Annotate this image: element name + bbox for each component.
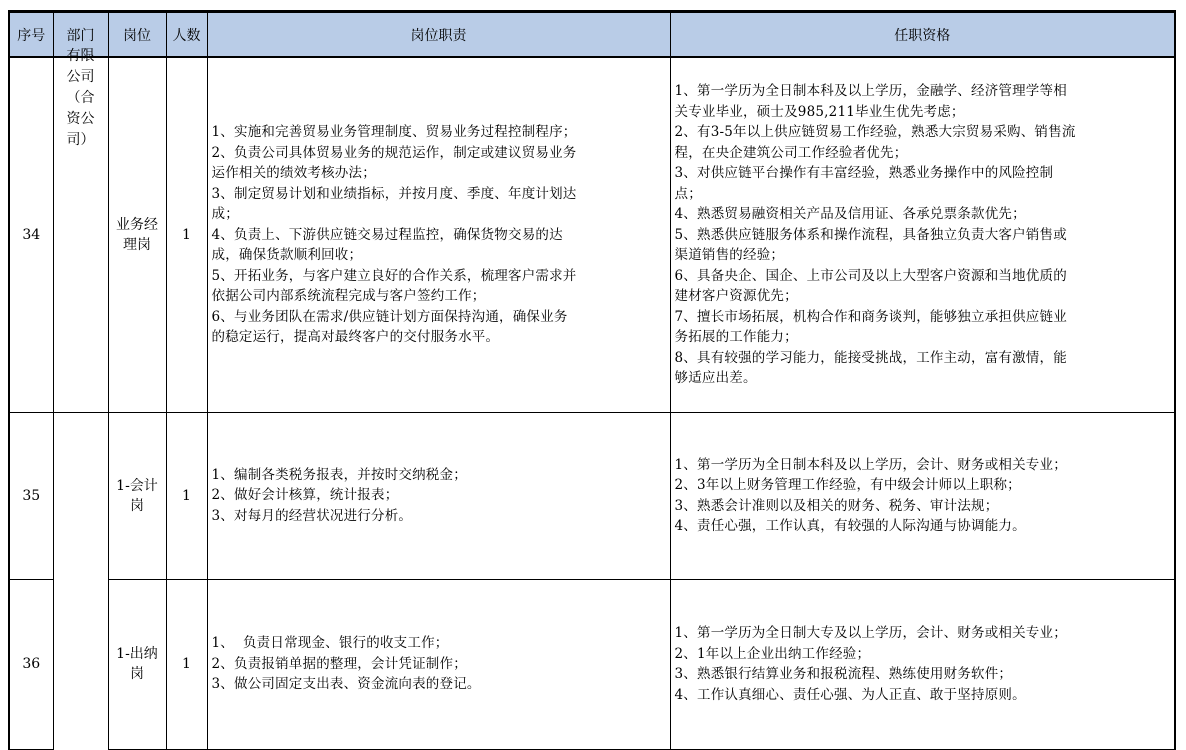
row-number: 34	[9, 57, 53, 412]
job-table-sheet	[8, 10, 1174, 748]
qualification-line: 1、第一学历为全日制本科及以上学历，金融学、经济管理学等相	[674, 83, 1067, 99]
qualification-line: 7、擅长市场拓展，机构合作和商务谈判，能够独立承担供应链业	[674, 308, 1067, 325]
qualification-line: 8、具有较强的学习能力，能接受挑战，工作主动，富有激情，能	[674, 349, 1067, 366]
duty-line: 4、负责上、下游供应链交易过程监控，确保货物交易的达	[211, 226, 563, 243]
qualification-line: 2、3年以上财务管理工作经验，有中级会计师以上职称；	[674, 477, 1021, 493]
header-no: 序号	[9, 12, 53, 58]
row-number: 35	[9, 412, 53, 579]
department-line: 有限	[66, 48, 95, 64]
duty-line: 的稳定运行，提高对最终客户的交付服务水平。	[211, 329, 500, 345]
qualification-line: 6、具备央企、国企、上市公司及以上大型客户资源和当地优质的	[674, 267, 1067, 284]
duty-line: 3、做公司固定支出表、资金流向表的登记。	[211, 676, 481, 693]
qualifications-cell	[670, 579, 1175, 749]
table-row	[9, 57, 1175, 412]
qualification-line: 关专业毕业，硕士及985,211毕业生优先考虑；	[674, 103, 965, 120]
department-cell	[53, 48, 108, 412]
post-cell	[108, 579, 166, 749]
post-line: 1-出纳	[116, 646, 158, 662]
headcount-cell: 1	[166, 579, 207, 749]
header-post: 岗位	[108, 12, 166, 58]
row-number: 36	[9, 579, 53, 749]
qualification-line: 4、熟悉贸易融资相关产品及信用证、各承兑票条款优先；	[674, 206, 1026, 222]
qualification-line: 4、责任心强，工作认真，有较强的人际沟通与协调能力。	[674, 518, 1026, 534]
duty-line: 2、负责公司具体贸易业务的规范运作，制定或建议贸易业务	[211, 144, 577, 161]
department-cell-merged	[53, 412, 108, 749]
post-line: 岗	[130, 666, 144, 682]
qualification-line: 1、第一学历为全日制大专及以上学历，会计、财务或相关专业；	[674, 625, 1067, 641]
duty-line: 5、开拓业务，与客户建立良好的合作关系，梳理客户需求并	[211, 267, 577, 284]
table-header-row	[9, 12, 1175, 58]
duty-line: 1、 负责日常现金、银行的收支工作；	[211, 635, 449, 652]
duty-line: 6、与业务团队在需求/供应链计划方面保持沟通，确保业务	[211, 308, 568, 325]
department-line: （合	[66, 90, 95, 106]
department-line: 资公	[66, 111, 95, 127]
table-row	[9, 412, 1175, 579]
duties-cell	[207, 57, 670, 412]
qualification-line: 5、熟悉供应链服务体系和操作流程，具备独立负责大客户销售或	[674, 226, 1067, 243]
post-line: 业务经	[116, 216, 158, 233]
qualification-line: 2、有3-5年以上供应链贸易工作经验，熟悉大宗贸易采购、销售流	[674, 124, 1076, 140]
qualification-line: 够适应出差。	[674, 370, 757, 386]
qualification-line: 点；	[674, 185, 702, 202]
qualification-line: 建材客户资源优先；	[674, 288, 798, 304]
headcount-cell: 1	[166, 57, 207, 412]
post-line: 1-会计	[116, 477, 158, 494]
qualification-line: 程，在央企建筑公司工作经验者优先；	[674, 144, 908, 161]
department-line: 公司	[66, 69, 95, 85]
qualifications-cell	[670, 412, 1175, 579]
header-duties: 岗位职责	[207, 12, 670, 58]
qualification-line: 3、熟悉银行结算业务和报税流程、熟练使用财务软件；	[674, 666, 1013, 682]
header-dept: 部门	[53, 12, 108, 58]
duty-line: 2、负责报销单据的整理，会计凭证制作；	[211, 655, 467, 672]
duty-line: 运作相关的绩效考核办法；	[211, 165, 376, 181]
qualification-line: 2、1年以上企业出纳工作经验；	[674, 645, 871, 662]
qualification-line: 3、熟悉会计准则以及相关的财务、税务、审计法规；	[674, 497, 999, 514]
department-line: 司）	[66, 132, 95, 148]
duty-line: 1、实施和完善贸易业务管理制度、贸易业务过程控制程序；	[211, 124, 577, 140]
qualification-line: 务拓展的工作能力；	[674, 329, 798, 345]
post-line: 岗	[130, 497, 144, 514]
duty-line: 3、对每月的经营状况进行分析。	[211, 507, 413, 524]
post-cell	[108, 412, 166, 579]
post-cell	[108, 57, 166, 412]
qualification-line: 1、第一学历为全日制本科及以上学历，会计、财务或相关专业；	[674, 456, 1067, 473]
duties-cell	[207, 579, 670, 749]
job-table	[8, 10, 1176, 750]
duty-line: 成，确保货款顺利回收；	[211, 247, 363, 263]
duty-line: 依据公司内部系统流程完成与客户签约工作；	[211, 288, 486, 304]
qualification-line: 3、对供应链平台操作有丰富经验，熟悉业务操作中的风险控制	[674, 165, 1054, 181]
duties-cell	[207, 412, 670, 579]
duty-line: 2、做好会计核算，统计报表；	[211, 487, 399, 504]
duty-line: 1、编制各类税务报表，并按时交纳税金；	[211, 466, 467, 483]
post-line: 理岗	[123, 236, 151, 253]
duty-line: 3、制定贸易计划和业绩指标，并按月度、季度、年度计划达	[211, 185, 577, 202]
qualification-line: 4、工作认真细心、责任心强、为人正直、敢于坚持原则。	[674, 686, 1026, 703]
qualification-line: 渠道销售的经验；	[674, 247, 785, 263]
header-qualifications: 任职资格	[670, 12, 1175, 58]
qualifications-cell	[670, 57, 1175, 412]
header-count: 人数	[166, 12, 207, 58]
duty-line: 成；	[211, 206, 239, 222]
table-row	[9, 579, 1175, 749]
headcount-cell: 1	[166, 412, 207, 579]
